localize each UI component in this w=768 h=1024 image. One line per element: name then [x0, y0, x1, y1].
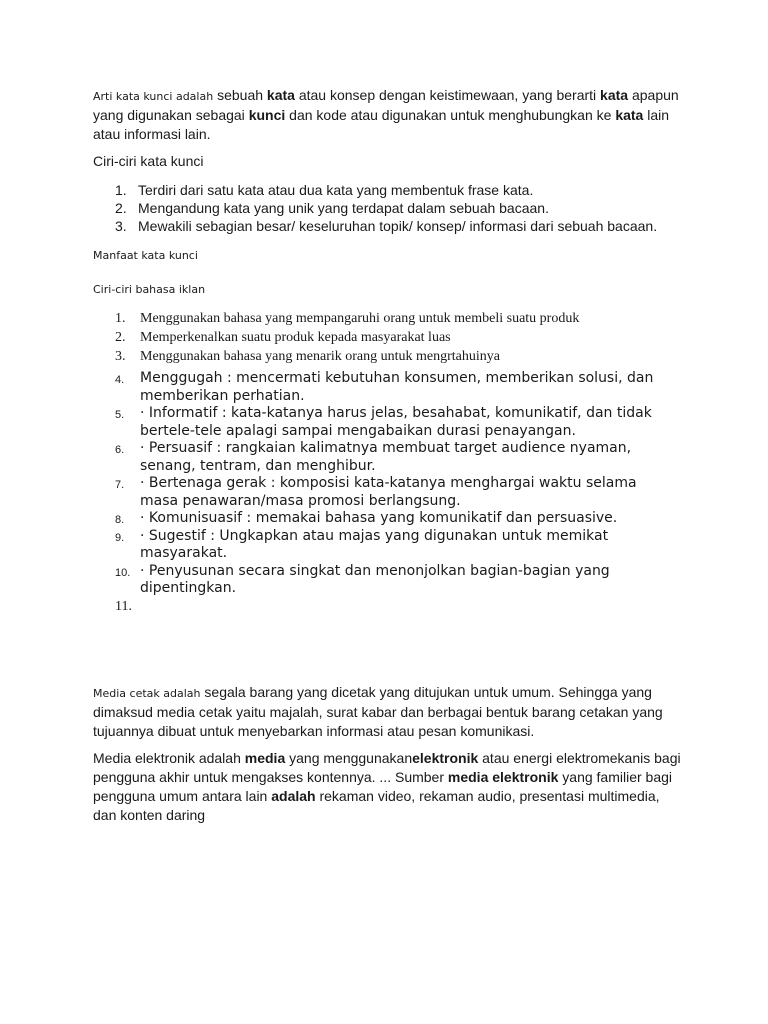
- me-text-5: rekaman video, rekaman audio, presentasi multimedia, dan konten daring: [93, 788, 660, 823]
- intro-bold-4: kata: [615, 107, 644, 123]
- ciri-iklan-heading: Ciri-ciri bahasa iklan: [93, 283, 206, 296]
- list-number: 9.: [115, 531, 125, 544]
- media-cetak-text: segala barang yang dicetak yang ditujukan untuk umum. Sehingga yang dimaksud media cetak yaitu majalah, surat kabar dan berbagai bentuk barang cetakan yang tujuannya dibuat untuk menyebarkan informasi atau pesan komunikasi.: [93, 684, 663, 739]
- me-bold-4: adalah: [271, 788, 316, 804]
- list-item: [93, 563, 693, 598]
- list-number: 11.: [115, 598, 132, 614]
- list-text: Menggunakan bahasa yang menarik orang untuk mengrtahuinya: [140, 349, 501, 364]
- list-item: [93, 328, 693, 347]
- list-number: 5.: [115, 409, 125, 421]
- intro-text-1: sebuah: [213, 87, 267, 103]
- me-text-1: Media elektronik adalah: [93, 750, 245, 766]
- list-text: Terdiri dari satu kata atau dua kata yang membentuk frase kata.: [138, 182, 534, 198]
- list-item: [93, 405, 693, 440]
- intro-lead: Arti kata kunci adalah: [93, 90, 214, 103]
- list-text: · Bertenaga gerak : komposisi kata-katanya menghargai waktu selama masa penawaran/masa promosi berlangsung.: [140, 475, 637, 509]
- list-number: 10.: [115, 566, 131, 579]
- intro-bold-1: kata: [266, 87, 295, 103]
- media-elektronik-paragraph: [93, 749, 683, 825]
- ciri-kata-kunci-list: [93, 181, 693, 235]
- me-text-4: yang familier bagi pengguna umum antara lain: [93, 769, 673, 804]
- list-item: [93, 309, 693, 328]
- list-number: 8.: [115, 514, 125, 526]
- list-item: [93, 440, 693, 475]
- ciri-iklan-list: [93, 309, 693, 616]
- list-number: 4.: [115, 374, 125, 386]
- intro-text-2: atau konsep dengan keistimewaan, yang berarti: [294, 87, 601, 103]
- intro-text-4: dan kode atau digunakan untuk menghubungkan ke: [285, 107, 616, 123]
- list-item: [93, 217, 693, 235]
- list-number: 7.: [115, 479, 125, 491]
- media-cetak-paragraph: [93, 683, 683, 741]
- list-text: Menggunakan bahasa yang mempangaruhi orang untuk membeli suatu produk: [140, 311, 580, 326]
- list-number: 2.: [115, 200, 127, 216]
- list-item: [93, 370, 693, 405]
- list-text: · Informatif : kata-katanya harus jelas, besahabat, komunikatif, dan tidak bertele-tele apalagi sampai mengabaikan durasi penayangan.: [140, 405, 652, 439]
- list-item: [93, 347, 693, 366]
- list-number: 6.: [115, 444, 125, 456]
- list-text: · Sugestif : Ungkapkan atau majas yang digunakan untuk memikat masyarakat.: [140, 527, 609, 561]
- list-text: Menggugah : mencermati kebutuhan konsumen, memberikan solusi, dan memberikan perhatian.: [140, 370, 654, 404]
- intro-bold-3: kunci: [248, 107, 286, 123]
- list-text: Mewakili sebagian besar/ keseluruhan topik/ konsep/ informasi dari sebuah bacaan.: [138, 218, 658, 234]
- intro-text-3: apapun yang digunakan sebagai: [93, 87, 679, 123]
- list-item: [93, 199, 693, 217]
- intro-text-5: lain atau informasi lain.: [93, 107, 670, 142]
- list-item: [93, 475, 693, 510]
- intro-bold-2: kata: [600, 87, 629, 103]
- media-cetak-lead: Media cetak adalah: [93, 687, 201, 700]
- list-item: [93, 181, 693, 199]
- list-item: [93, 510, 693, 528]
- me-bold-1: media: [244, 750, 286, 766]
- list-number: 1.: [115, 311, 126, 326]
- manfaat-heading: Manfaat kata kunci: [93, 249, 198, 262]
- me-text-2: yang menggunakan: [285, 750, 413, 766]
- list-number: 3.: [115, 218, 127, 234]
- me-bold-2: elektronik: [412, 750, 479, 766]
- list-number: 2.: [115, 330, 126, 345]
- list-text: Memperkenalkan suatu produk kepada masyarakat luas: [140, 330, 451, 345]
- list-text: · Penyusunan secara singkat dan menonjolkan bagian-bagian yang dipentingkan.: [140, 562, 610, 596]
- intro-paragraph: [93, 86, 683, 144]
- list-text: · Komunisuasif : memakai bahasa yang komunikatif dan persuasive.: [140, 510, 618, 526]
- list-number: 3.: [115, 349, 126, 364]
- list-item: [93, 528, 693, 563]
- list-text: Mengandung kata yang unik yang terdapat dalam sebuah bacaan.: [138, 200, 549, 216]
- list-number: 1.: [115, 182, 127, 198]
- me-bold-3: media elektronik: [447, 769, 559, 785]
- list-item: [93, 598, 693, 616]
- ciri-kata-kunci-heading: Ciri-ciri kata kunci: [93, 153, 204, 169]
- list-text: · Persuasif : rangkaian kalimatnya membuat target audience nyaman, senang, tentram, dan menghibur.: [140, 440, 632, 474]
- me-text-3: atau energi elektromekanis bagi pengguna akhir untuk mengakses kontennya. ... Sumber: [93, 750, 681, 785]
